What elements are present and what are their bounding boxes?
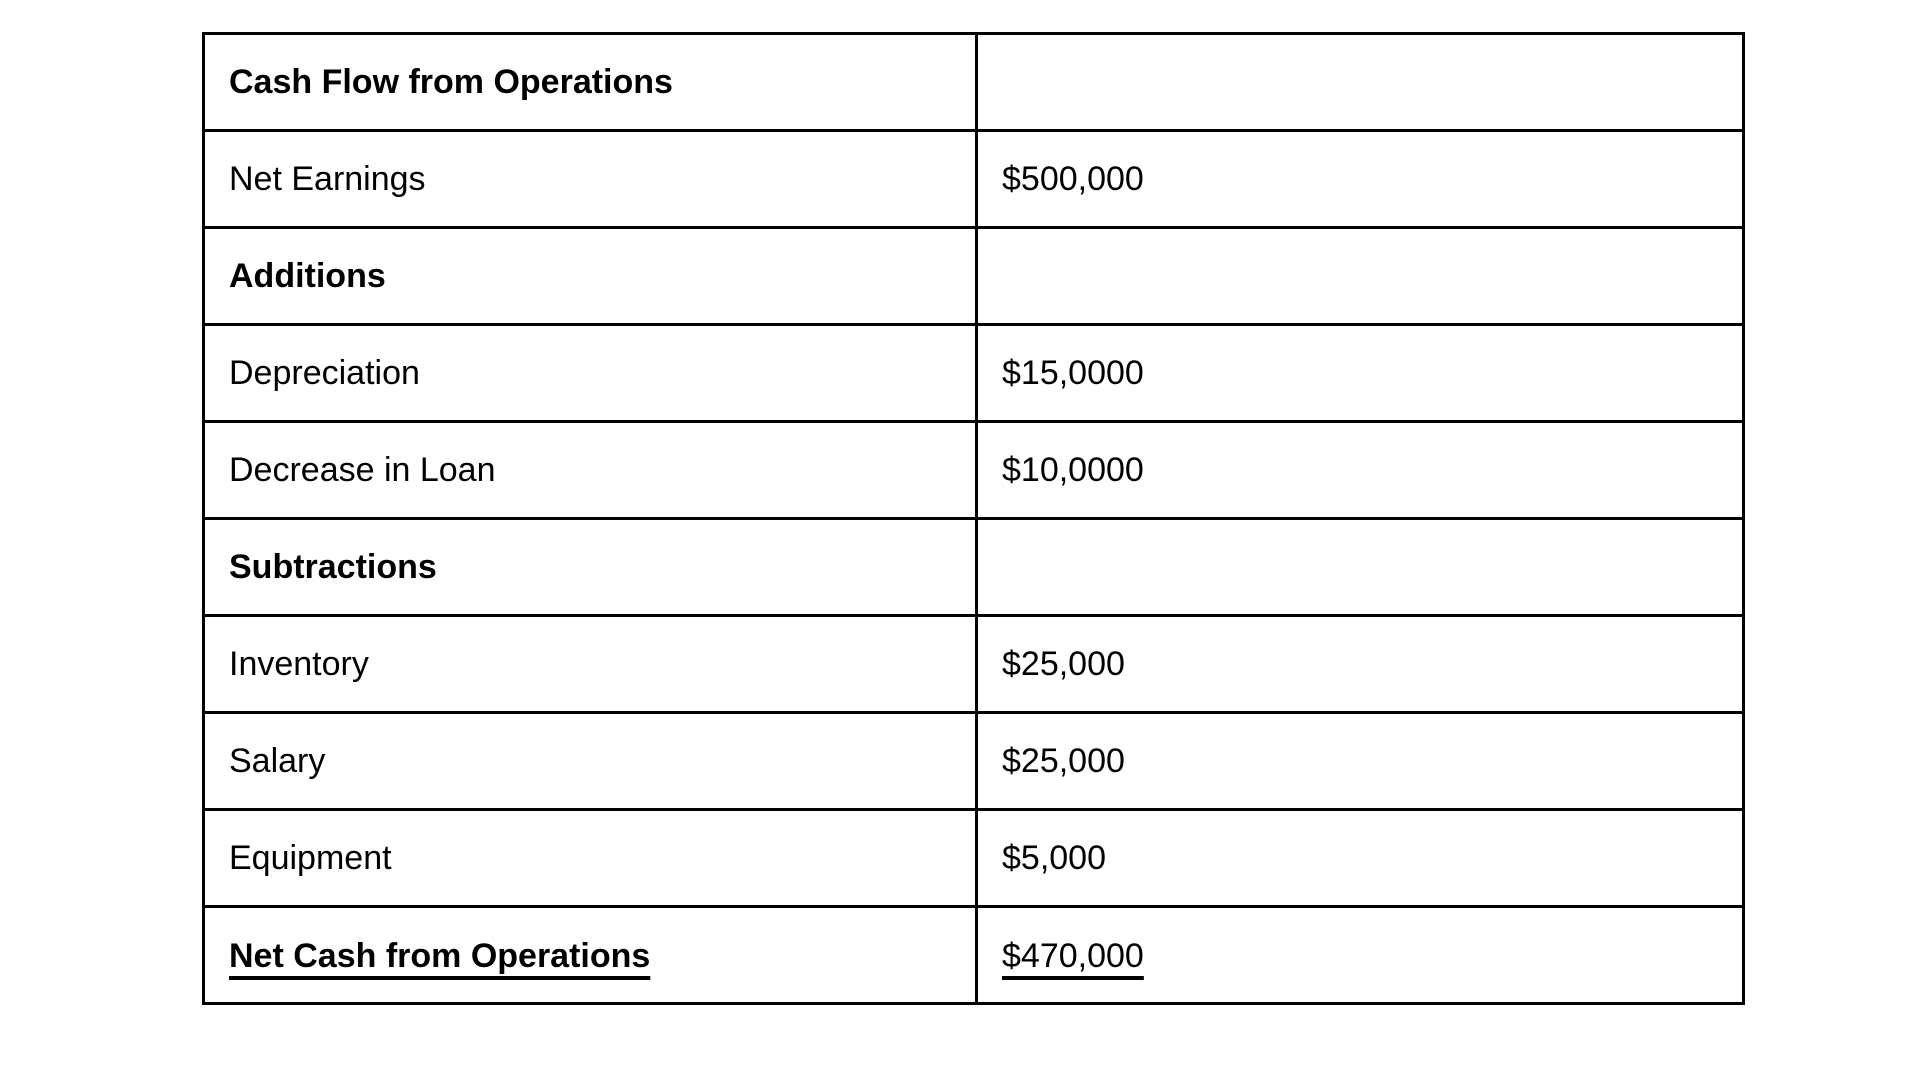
table-row-decrease-in-loan — [204, 422, 1744, 519]
row-label-cash-flow-from-operations: Cash Flow from Operations — [204, 34, 977, 131]
table-row-net-cash-total — [204, 907, 1744, 1004]
row-value-empty — [977, 519, 1744, 616]
row-label-net-cash-from-operations: Net Cash from Operations — [204, 907, 977, 1004]
table-row-section-additions — [204, 228, 1744, 325]
row-value-empty — [977, 228, 1744, 325]
row-label-additions: Additions — [204, 228, 977, 325]
row-value-net-cash-from-operations: $470,000 — [977, 907, 1744, 1004]
row-value-inventory: $25,000 — [977, 616, 1744, 713]
row-label-inventory: Inventory — [204, 616, 977, 713]
row-label-salary: Salary — [204, 713, 977, 810]
row-value-net-earnings: $500,000 — [977, 131, 1744, 228]
cash-flow-table — [202, 32, 1745, 1005]
row-value-empty — [977, 34, 1744, 131]
table-row-section-operations — [204, 34, 1744, 131]
row-label-equipment: Equipment — [204, 810, 977, 907]
table-row-depreciation — [204, 325, 1744, 422]
row-label-depreciation: Depreciation — [204, 325, 977, 422]
row-value-salary: $25,000 — [977, 713, 1744, 810]
row-label-subtractions: Subtractions — [204, 519, 977, 616]
table-row-section-subtractions — [204, 519, 1744, 616]
row-label-decrease-in-loan: Decrease in Loan — [204, 422, 977, 519]
table-row-salary — [204, 713, 1744, 810]
row-value-equipment: $5,000 — [977, 810, 1744, 907]
row-value-decrease-in-loan: $10,0000 — [977, 422, 1744, 519]
table-row-inventory — [204, 616, 1744, 713]
row-label-net-earnings: Net Earnings — [204, 131, 977, 228]
table-row-net-earnings — [204, 131, 1744, 228]
row-value-depreciation: $15,0000 — [977, 325, 1744, 422]
table-row-equipment — [204, 810, 1744, 907]
